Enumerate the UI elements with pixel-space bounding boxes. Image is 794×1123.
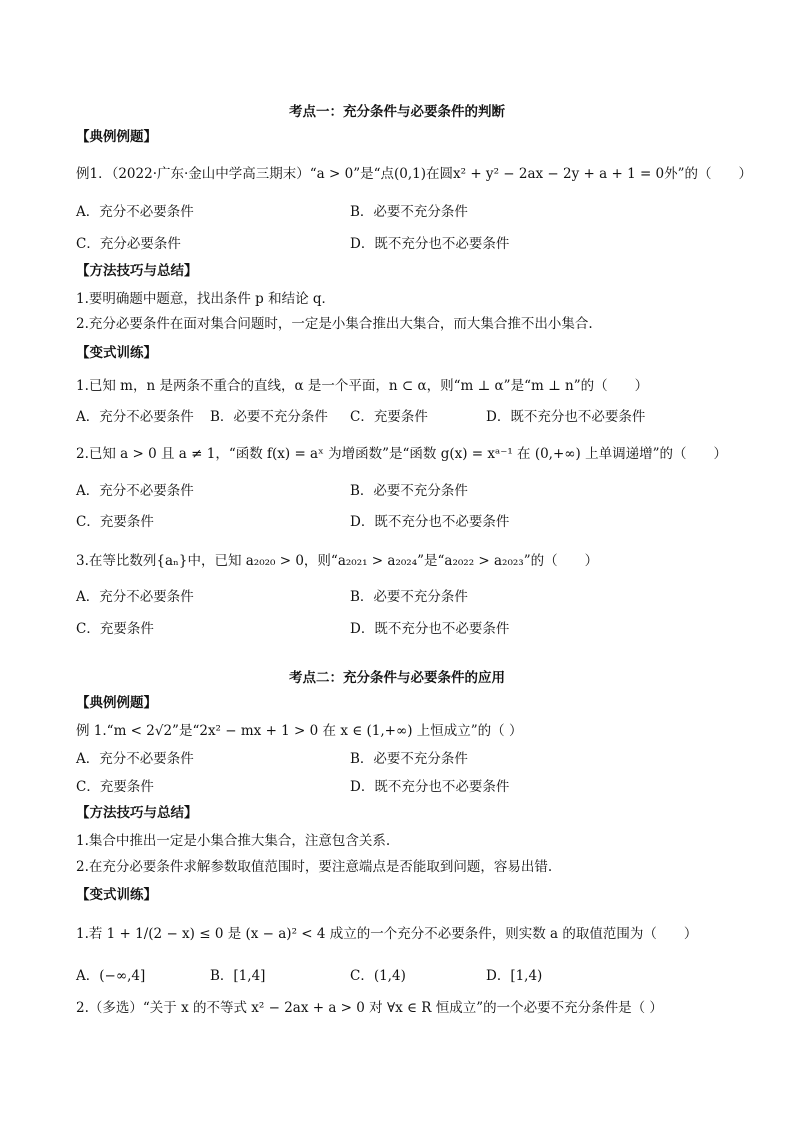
section2-example-options-row1 bbox=[0, 750, 794, 768]
section2-title: 考点二：充分条件与必要条件的应用 bbox=[289, 670, 505, 686]
option-c[interactable]: C．充分必要条件 bbox=[76, 236, 181, 252]
section1-practice-3-question: 3.在等比数列{aₙ}中，已知 a₂₀₂₀ > 0，则“a₂₀₂₁ > a₂₀₂₄”是“a₂₀₂₂ > a₂₀₂₃”的（ ） bbox=[76, 553, 599, 569]
section2-practice-1-question: 1.若 1 + 1/(2 − x) ≤ 0 是 (x − a)² < 4 成立的一个充分不必要条件，则实数 a 的取值范围为（ ） bbox=[76, 926, 698, 942]
option-a[interactable]: A．充分不必要条件 bbox=[76, 204, 194, 220]
section1-title: 考点一：充分条件与必要条件的判断 bbox=[289, 104, 505, 120]
section1-practice-3-options-row2 bbox=[0, 620, 794, 638]
section2-practice-label: 【变式训练】 bbox=[76, 887, 157, 903]
section1-method-point-2: 2.充分必要条件在面对集合问题时，一定是小集合推出大集合，而大集合推不出小集合. bbox=[76, 316, 593, 332]
option-c[interactable]: C．(1,4) bbox=[350, 968, 406, 984]
option-b[interactable]: B．必要不充分条件 bbox=[350, 589, 468, 605]
option-a[interactable]: A．充分不必要条件 bbox=[76, 751, 194, 767]
section1-practice-2-options-row2 bbox=[0, 513, 794, 531]
option-c[interactable]: C．充要条件 bbox=[76, 514, 154, 530]
section1-method-point-1: 1.要明确题中题意，找出条件 p 和结论 q． bbox=[76, 291, 336, 307]
option-d[interactable]: D．既不充分也不必要条件 bbox=[350, 514, 510, 530]
option-d[interactable]: D．既不充分也不必要条件 bbox=[486, 409, 646, 425]
option-d[interactable]: D．[1,4) bbox=[486, 968, 543, 984]
option-c[interactable]: C．充要条件 bbox=[76, 779, 154, 795]
option-d[interactable]: D．既不充分也不必要条件 bbox=[350, 779, 510, 795]
section2-practice-2-question: 2.（多选）“关于 x 的不等式 x² − 2ax + a > 0 对 ∀x ∈ R 恒成立”的一个必要不充分条件是（ ） bbox=[76, 1000, 663, 1016]
option-a[interactable]: A．(−∞,4] bbox=[76, 968, 146, 984]
option-d[interactable]: D．既不充分也不必要条件 bbox=[350, 236, 510, 252]
option-a[interactable]: A．充分不必要条件 bbox=[76, 483, 194, 499]
section1-method-label: 【方法技巧与总结】 bbox=[76, 263, 198, 279]
section1-example-options-row2 bbox=[0, 235, 794, 253]
option-b[interactable]: B．必要不充分条件 bbox=[350, 204, 468, 220]
section2-method-point-1: 1.集合中推出一定是小集合推大集合，注意包含关系. bbox=[76, 833, 391, 849]
option-b[interactable]: B．必要不充分条件 bbox=[350, 483, 468, 499]
section1-example-options-row1 bbox=[0, 203, 794, 221]
option-b[interactable]: B．必要不充分条件 bbox=[210, 409, 328, 425]
section2-method-point-2: 2.在充分必要条件求解参数取值范围时，要注意端点是否能取到问题，容易出错. bbox=[76, 859, 553, 875]
section1-typical-label: 【典例例题】 bbox=[76, 129, 157, 145]
option-a[interactable]: A．充分不必要条件 bbox=[76, 409, 194, 425]
section1-practice-2-question: 2.已知 a > 0 且 a ≠ 1，“函数 f(x) = aˣ 为增函数”是“函数 g(x) = xᵃ⁻¹ 在 (0,+∞) 上单调递增”的（ ） bbox=[76, 446, 727, 462]
section1-practice-3-options-row1 bbox=[0, 588, 794, 606]
option-c[interactable]: C．充要条件 bbox=[76, 621, 154, 637]
option-b[interactable]: B．必要不充分条件 bbox=[350, 751, 468, 767]
option-d[interactable]: D．既不充分也不必要条件 bbox=[350, 621, 510, 637]
section1-practice-1-options bbox=[0, 408, 794, 426]
section1-practice-1-question: 1.已知 m，n 是两条不重合的直线，α 是一个平面，n ⊂ α，则“m ⊥ α”是“m ⊥ n”的（ ） bbox=[76, 378, 649, 394]
option-a[interactable]: A．充分不必要条件 bbox=[76, 589, 194, 605]
section1-practice-label: 【变式训练】 bbox=[76, 345, 157, 361]
option-c[interactable]: C．充要条件 bbox=[350, 409, 428, 425]
option-b[interactable]: B．[1,4] bbox=[210, 968, 266, 984]
section2-typical-label: 【典例例题】 bbox=[76, 695, 157, 711]
section2-practice-1-options bbox=[0, 967, 794, 985]
section2-example-options-row2 bbox=[0, 778, 794, 796]
section2-example-question: 例 1.“m < 2√2”是“2x² − mx + 1 > 0 在 x ∈ (1,+∞) 上恒成立”的（ ） bbox=[76, 723, 523, 739]
section2-method-label: 【方法技巧与总结】 bbox=[76, 805, 198, 821]
section1-practice-2-options-row1 bbox=[0, 482, 794, 500]
section1-example-question: 例1．（2022·广东·金山中学高三期末）“a > 0”是“点(0,1)在圆x² + y² − 2ax − 2y + a + 1 = 0外”的（ ） bbox=[76, 166, 753, 182]
